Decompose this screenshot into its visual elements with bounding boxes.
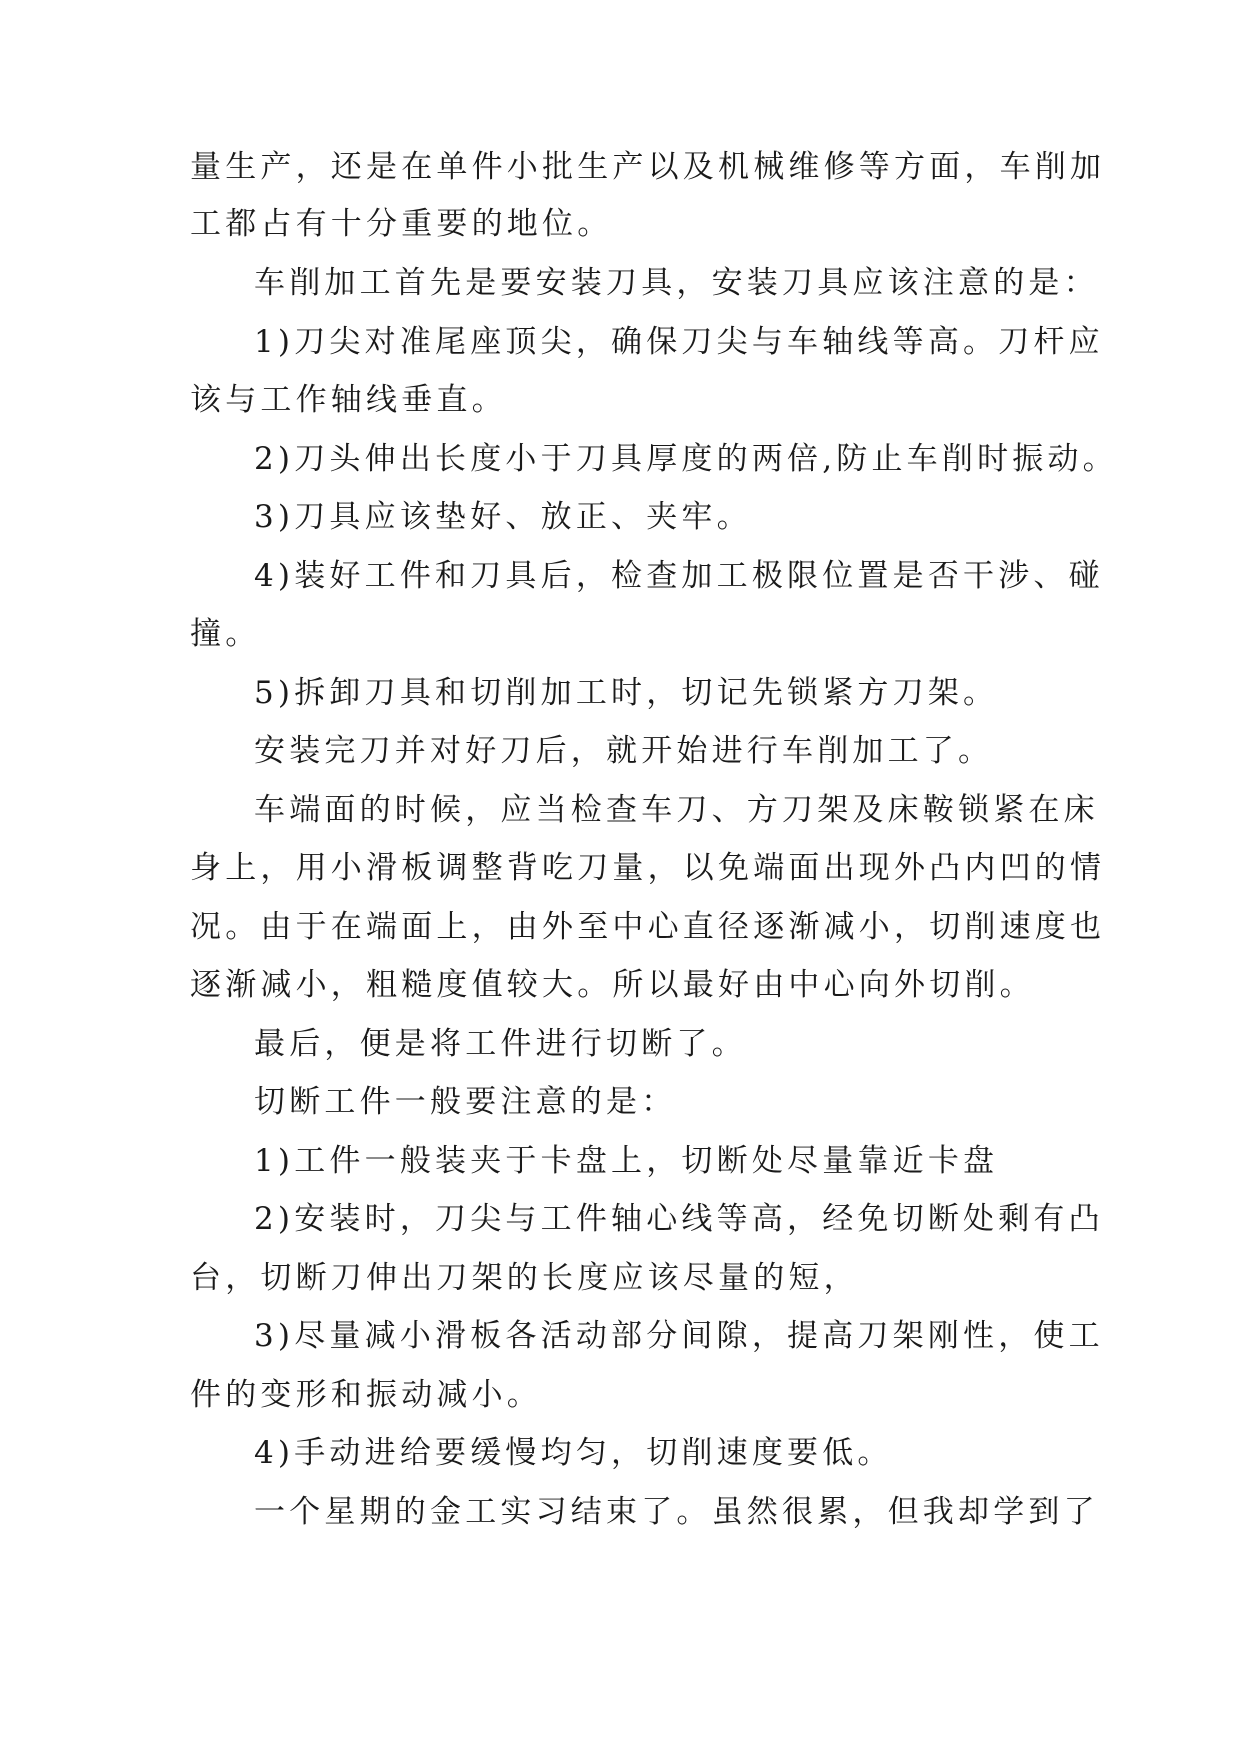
- text-line: 撞。: [190, 616, 261, 652]
- text-line: 身上，用小滑板调整背吃刀量，以免端面出现外凸内凹的情: [190, 850, 1106, 886]
- text-line: 2)安装时，刀尖与工件轴心线等高，经免切断处剩有凸: [254, 1201, 1104, 1237]
- text-line: 3)刀具应该垫好、放正、夹牢。: [254, 499, 752, 535]
- text-line: 工都占有十分重要的地位。: [190, 206, 613, 242]
- text-line: 车削加工首先是要安装刀具，安装刀具应该注意的是：: [254, 265, 1099, 301]
- text-line: 切断工件一般要注意的是：: [254, 1084, 677, 1120]
- text-line: 件的变形和振动减小。: [190, 1377, 542, 1413]
- text-line: 车端面的时候，应当检查车刀、方刀架及床鞍锁紧在床: [254, 792, 1099, 828]
- text-line: 4)手动进给要缓慢均匀，切削速度要低。: [254, 1435, 893, 1471]
- text-line: 安装完刀并对好刀后，就开始进行车削加工了。: [254, 733, 994, 769]
- text-line: 量生产，还是在单件小批生产以及机械维修等方面，车削加: [190, 149, 1106, 185]
- text-line: 况。由于在端面上，由外至中心直径逐渐减小，切削速度也: [190, 909, 1106, 945]
- text-line: 最后，便是将工件进行切断了。: [254, 1026, 747, 1062]
- text-line: 台，切断刀伸出刀架的长度应该尽量的短，: [190, 1260, 859, 1296]
- text-line: 2)刀头伸出长度小于刀具厚度的两倍,防止车削时振动。: [254, 441, 1118, 477]
- text-line: 1)工件一般装夹于卡盘上，切断处尽量靠近卡盘: [254, 1143, 999, 1179]
- text-line: 逐渐减小，粗糙度值较大。所以最好由中心向外切削。: [190, 967, 1035, 1003]
- text-line: 一个星期的金工实习结束了。虽然很累，但我却学到了: [254, 1494, 1099, 1530]
- text-line: 5)拆卸刀具和切削加工时，切记先锁紧方刀架。: [254, 675, 999, 711]
- text-line: 1)刀尖对准尾座顶尖，确保刀尖与车轴线等高。刀杆应: [254, 324, 1104, 360]
- text-line: 4)装好工件和刀具后，检查加工极限位置是否干涉、碰: [254, 558, 1104, 594]
- text-line: 该与工作轴线垂直。: [190, 382, 507, 418]
- text-line: 3)尽量减小滑板各活动部分间隙，提高刀架刚性，使工: [254, 1318, 1104, 1354]
